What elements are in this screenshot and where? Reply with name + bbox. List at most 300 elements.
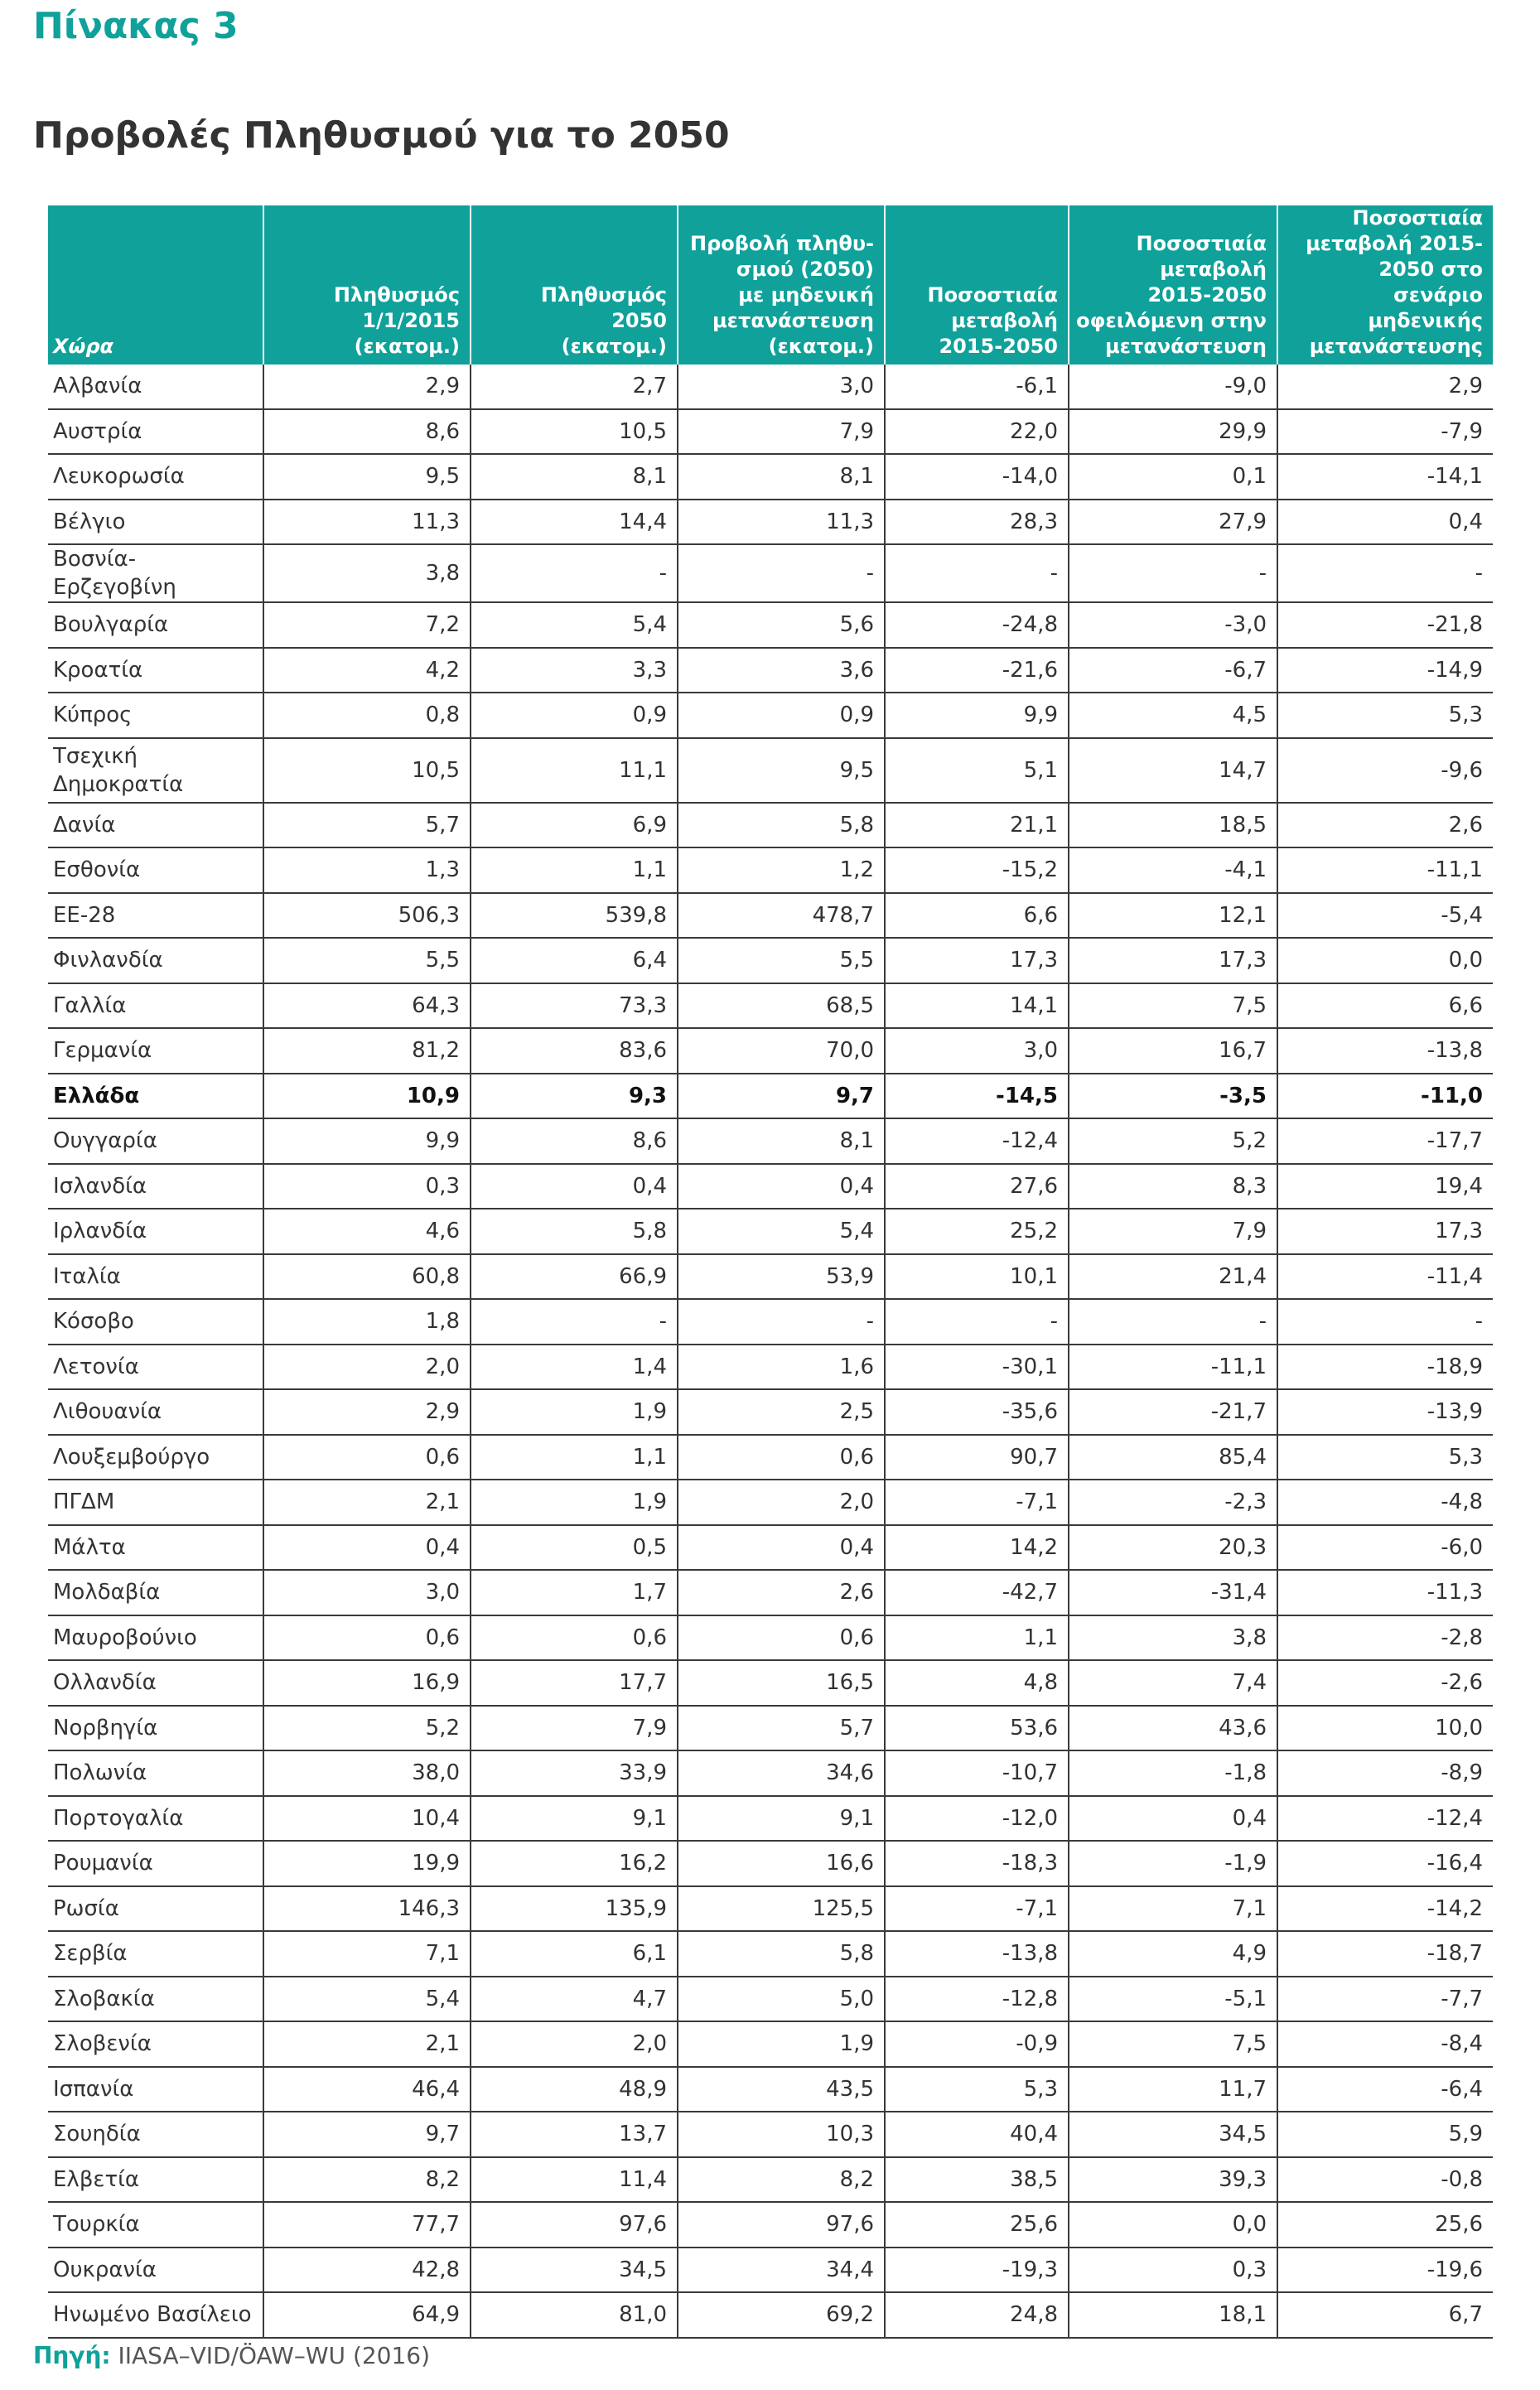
pct-change-zero-migration-cell: -11,1: [1277, 847, 1493, 893]
pct-change-migration-cell: 18,5: [1069, 803, 1277, 848]
pct-change-zero-migration-cell: -7,7: [1277, 1977, 1493, 2022]
pop-2050-cell: 1,4: [471, 1345, 678, 1390]
pct-change-zero-migration-cell: -11,4: [1277, 1254, 1493, 1300]
table-row: [48, 1118, 1493, 1164]
pct-change-cell: -35,6: [885, 1389, 1069, 1435]
pop-2050-zero-migration-cell: 34,4: [678, 2248, 885, 2293]
pop-2050-cell: 66,9: [471, 1254, 678, 1300]
pct-change-zero-migration-cell: -5,4: [1277, 893, 1493, 939]
pop-2050-zero-migration-cell: 53,9: [678, 1254, 885, 1300]
pct-change-migration-cell: -4,1: [1069, 847, 1277, 893]
pop-2050-zero-migration-cell: 69,2: [678, 2292, 885, 2338]
pop-2050-cell: 135,9: [471, 1886, 678, 1932]
pct-change-cell: -30,1: [885, 1345, 1069, 1390]
pct-change-migration-cell: 12,1: [1069, 893, 1277, 939]
pop-2015-cell: 3,8: [263, 544, 471, 602]
pop-2050-cell: 3,3: [471, 648, 678, 693]
pct-change-zero-migration-cell: 6,7: [1277, 2292, 1493, 2338]
pop-2050-zero-migration-cell: 5,0: [678, 1977, 885, 2022]
pct-change-zero-migration-cell: 10,0: [1277, 1706, 1493, 1751]
pop-2050-cell: 16,2: [471, 1841, 678, 1886]
pop-2050-zero-migration-cell: 2,0: [678, 1480, 885, 1525]
pop-2015-cell: 0,4: [263, 1525, 471, 1571]
table-body: [48, 365, 1493, 2338]
table-row: [48, 1886, 1493, 1932]
pct-change-cell: -10,7: [885, 1750, 1069, 1796]
country-cell: Μαυροβούνιο: [48, 1615, 263, 1661]
pct-change-migration-cell: 85,4: [1069, 1435, 1277, 1480]
pct-change-cell: 21,1: [885, 803, 1069, 848]
pop-2050-cell: 73,3: [471, 983, 678, 1029]
pop-2050-cell: 1,7: [471, 1570, 678, 1615]
pct-change-zero-migration-cell: -12,4: [1277, 1796, 1493, 1842]
table-row: [48, 738, 1493, 803]
pct-change-cell: -24,8: [885, 602, 1069, 648]
pct-change-cell: 4,8: [885, 1660, 1069, 1706]
pct-change-zero-migration-cell: 19,4: [1277, 1164, 1493, 1209]
column-header-pop-2015: Πληθυσμός 1/1/2015 (εκατομ.): [263, 205, 471, 365]
pct-change-cell: -: [885, 1299, 1069, 1345]
table-row: [48, 2021, 1493, 2067]
table-row: [48, 2248, 1493, 2293]
country-cell: Σερβία: [48, 1931, 263, 1977]
pop-2050-cell: -: [471, 544, 678, 602]
pct-change-cell: 6,6: [885, 893, 1069, 939]
pct-change-cell: -13,8: [885, 1931, 1069, 1977]
pop-2050-zero-migration-cell: 3,0: [678, 365, 885, 409]
column-header-pct-change: Ποσοστιαία μεταβολή 2015-2050: [885, 205, 1069, 365]
pct-change-zero-migration-cell: -9,6: [1277, 738, 1493, 803]
pct-change-migration-cell: 34,5: [1069, 2112, 1277, 2157]
pop-2015-cell: 5,5: [263, 938, 471, 983]
table-row: [48, 1299, 1493, 1345]
pop-2050-zero-migration-cell: 8,1: [678, 454, 885, 500]
country-cell: Σλοβενία: [48, 2021, 263, 2067]
pct-change-zero-migration-cell: -14,9: [1277, 648, 1493, 693]
pct-change-cell: 40,4: [885, 2112, 1069, 2157]
table-row: [48, 1615, 1493, 1661]
table-row: [48, 1028, 1493, 1074]
pop-2050-cell: 5,4: [471, 602, 678, 648]
table-row: [48, 602, 1493, 648]
pct-change-migration-cell: 4,9: [1069, 1931, 1277, 1977]
table-row: [48, 1750, 1493, 1796]
pop-2015-cell: 10,5: [263, 738, 471, 803]
pct-change-zero-migration-cell: -8,4: [1277, 2021, 1493, 2067]
table-row: [48, 1796, 1493, 1842]
pop-2050-zero-migration-cell: 0,9: [678, 693, 885, 738]
pop-2015-cell: 4,2: [263, 648, 471, 693]
column-header-pop-2050: Πληθυσμός 2050 (εκατομ.): [471, 205, 678, 365]
pop-2050-zero-migration-cell: 0,6: [678, 1615, 885, 1661]
table-row: [48, 1977, 1493, 2022]
pop-2015-cell: 64,9: [263, 2292, 471, 2338]
pct-change-cell: 14,2: [885, 1525, 1069, 1571]
pop-2015-cell: 4,6: [263, 1209, 471, 1254]
pct-change-cell: 25,2: [885, 1209, 1069, 1254]
pop-2015-cell: 5,4: [263, 1977, 471, 2022]
pct-change-cell: 53,6: [885, 1706, 1069, 1751]
pop-2015-cell: 0,3: [263, 1164, 471, 1209]
pct-change-cell: -7,1: [885, 1480, 1069, 1525]
pop-2050-cell: 539,8: [471, 893, 678, 939]
pct-change-zero-migration-cell: 25,6: [1277, 2202, 1493, 2248]
table-row: [48, 648, 1493, 693]
table-row: [48, 1209, 1493, 1254]
pop-2050-cell: -: [471, 1299, 678, 1345]
pct-change-zero-migration-cell: 2,6: [1277, 803, 1493, 848]
table-row: [48, 1435, 1493, 1480]
pop-2015-cell: 8,2: [263, 2157, 471, 2203]
pop-2050-cell: 11,4: [471, 2157, 678, 2203]
table-row: [48, 544, 1493, 602]
country-cell: Ελλάδα: [48, 1074, 263, 1119]
pop-2050-cell: 6,1: [471, 1931, 678, 1977]
pct-change-migration-cell: 7,4: [1069, 1660, 1277, 1706]
pop-2015-cell: 7,1: [263, 1931, 471, 1977]
pop-2050-cell: 81,0: [471, 2292, 678, 2338]
pct-change-migration-cell: 8,3: [1069, 1164, 1277, 1209]
pop-2050-zero-migration-cell: 43,5: [678, 2067, 885, 2112]
pct-change-zero-migration-cell: 17,3: [1277, 1209, 1493, 1254]
pop-2050-zero-migration-cell: 0,6: [678, 1435, 885, 1480]
pop-2015-cell: 2,1: [263, 1480, 471, 1525]
pct-change-zero-migration-cell: 5,3: [1277, 1435, 1493, 1480]
pct-change-cell: -12,8: [885, 1977, 1069, 2022]
pop-2050-zero-migration-cell: 5,5: [678, 938, 885, 983]
pct-change-migration-cell: -31,4: [1069, 1570, 1277, 1615]
pct-change-migration-cell: 0,4: [1069, 1796, 1277, 1842]
pop-2015-cell: 10,4: [263, 1796, 471, 1842]
country-cell: Πολωνία: [48, 1750, 263, 1796]
pct-change-zero-migration-cell: -11,0: [1277, 1074, 1493, 1119]
pop-2050-zero-migration-cell: 5,8: [678, 1931, 885, 1977]
country-cell: Βέλγιο: [48, 500, 263, 545]
pop-2050-zero-migration-cell: 8,1: [678, 1118, 885, 1164]
pct-change-zero-migration-cell: -19,6: [1277, 2248, 1493, 2293]
pop-2050-zero-migration-cell: 16,5: [678, 1660, 885, 1706]
table-row: [48, 365, 1493, 409]
country-cell: Τουρκία: [48, 2202, 263, 2248]
country-cell: Κροατία: [48, 648, 263, 693]
pop-2015-cell: 9,7: [263, 2112, 471, 2157]
country-cell: Λευκορωσία: [48, 454, 263, 500]
country-cell: Αλβανία: [48, 365, 263, 409]
table-row: [48, 1480, 1493, 1525]
pop-2015-cell: 0,8: [263, 693, 471, 738]
pct-change-zero-migration-cell: 5,9: [1277, 2112, 1493, 2157]
pop-2050-zero-migration-cell: 34,6: [678, 1750, 885, 1796]
pct-change-zero-migration-cell: -18,7: [1277, 1931, 1493, 1977]
table-row: [48, 454, 1493, 500]
pct-change-cell: -15,2: [885, 847, 1069, 893]
column-header-pct-change-migration: Ποσοστιαία μεταβολή 2015-2050 οφειλόμενη στην μετανάστευση: [1069, 205, 1277, 365]
pct-change-migration-cell: 14,7: [1069, 738, 1277, 803]
pop-2015-cell: 42,8: [263, 2248, 471, 2293]
pop-2015-cell: 8,6: [263, 409, 471, 455]
table-row: [48, 1389, 1493, 1435]
pct-change-cell: 3,0: [885, 1028, 1069, 1074]
country-cell: Βοσνία- Ερζεγοβίνη: [48, 544, 263, 602]
pct-change-cell: -21,6: [885, 648, 1069, 693]
pop-2050-zero-migration-cell: 0,4: [678, 1525, 885, 1571]
country-cell: ΠΓΔΜ: [48, 1480, 263, 1525]
pct-change-cell: 5,1: [885, 738, 1069, 803]
pop-2015-cell: 9,5: [263, 454, 471, 500]
table-row: [48, 1931, 1493, 1977]
pop-2050-cell: 1,1: [471, 1435, 678, 1480]
country-cell: Μολδαβία: [48, 1570, 263, 1615]
country-cell: Γαλλία: [48, 983, 263, 1029]
pop-2015-cell: 19,9: [263, 1841, 471, 1886]
table-row: [48, 409, 1493, 455]
pct-change-zero-migration-cell: -14,1: [1277, 454, 1493, 500]
pct-change-zero-migration-cell: -13,9: [1277, 1389, 1493, 1435]
pct-change-migration-cell: 27,9: [1069, 500, 1277, 545]
country-cell: Ουγγαρία: [48, 1118, 263, 1164]
pop-2015-cell: 2,9: [263, 1389, 471, 1435]
pop-2050-cell: 13,7: [471, 2112, 678, 2157]
pop-2015-cell: 3,0: [263, 1570, 471, 1615]
table-row: [48, 847, 1493, 893]
pop-2050-cell: 1,9: [471, 1389, 678, 1435]
pop-2015-cell: 11,3: [263, 500, 471, 545]
pop-2050-zero-migration-cell: -: [678, 1299, 885, 1345]
country-cell: Τσεχική Δημοκρατία: [48, 738, 263, 803]
column-header-country: Χώρα: [48, 205, 263, 365]
pop-2050-zero-migration-cell: 16,6: [678, 1841, 885, 1886]
pop-2015-cell: 2,1: [263, 2021, 471, 2067]
pct-change-zero-migration-cell: -7,9: [1277, 409, 1493, 455]
country-cell: Κόσοβο: [48, 1299, 263, 1345]
country-cell: Γερμανία: [48, 1028, 263, 1074]
country-cell: Λετονία: [48, 1345, 263, 1390]
pct-change-cell: 17,3: [885, 938, 1069, 983]
pop-2015-cell: 81,2: [263, 1028, 471, 1074]
pct-change-cell: 22,0: [885, 409, 1069, 455]
pct-change-zero-migration-cell: -: [1277, 1299, 1493, 1345]
country-cell: Ιρλανδία: [48, 1209, 263, 1254]
table-row: [48, 2292, 1493, 2338]
pct-change-migration-cell: 0,0: [1069, 2202, 1277, 2248]
country-cell: Ελβετία: [48, 2157, 263, 2203]
pct-change-migration-cell: 0,3: [1069, 2248, 1277, 2293]
pop-2050-zero-migration-cell: 5,7: [678, 1706, 885, 1751]
pct-change-migration-cell: 7,9: [1069, 1209, 1277, 1254]
pct-change-migration-cell: 20,3: [1069, 1525, 1277, 1571]
pct-change-migration-cell: -: [1069, 544, 1277, 602]
country-cell: Ισλανδία: [48, 1164, 263, 1209]
pct-change-cell: 24,8: [885, 2292, 1069, 2338]
pop-2050-cell: 11,1: [471, 738, 678, 803]
pop-2015-cell: 5,7: [263, 803, 471, 848]
pct-change-zero-migration-cell: 6,6: [1277, 983, 1493, 1029]
table-row: [48, 983, 1493, 1029]
country-cell: Σουηδία: [48, 2112, 263, 2157]
pop-2050-zero-migration-cell: 5,6: [678, 602, 885, 648]
pop-2050-cell: 14,4: [471, 500, 678, 545]
pct-change-cell: -12,4: [885, 1118, 1069, 1164]
country-cell: Σλοβακία: [48, 1977, 263, 2022]
pct-change-cell: 14,1: [885, 983, 1069, 1029]
country-cell: Μάλτα: [48, 1525, 263, 1571]
pop-2050-cell: 2,7: [471, 365, 678, 409]
pct-change-migration-cell: 3,8: [1069, 1615, 1277, 1661]
pct-change-migration-cell: -3,5: [1069, 1074, 1277, 1119]
pct-change-migration-cell: -5,1: [1069, 1977, 1277, 2022]
pop-2050-zero-migration-cell: 1,6: [678, 1345, 885, 1390]
pop-2015-cell: 0,6: [263, 1435, 471, 1480]
pop-2015-cell: 9,9: [263, 1118, 471, 1164]
pop-2015-cell: 5,2: [263, 1706, 471, 1751]
pop-2015-cell: 10,9: [263, 1074, 471, 1119]
pct-change-migration-cell: 21,4: [1069, 1254, 1277, 1300]
pop-2050-cell: 0,4: [471, 1164, 678, 1209]
pop-2015-cell: 77,7: [263, 2202, 471, 2248]
pct-change-cell: 9,9: [885, 693, 1069, 738]
header-row: [48, 205, 1493, 365]
table-row: [48, 500, 1493, 545]
pop-2015-cell: 2,0: [263, 1345, 471, 1390]
pct-change-zero-migration-cell: -18,9: [1277, 1345, 1493, 1390]
country-cell: Ολλανδία: [48, 1660, 263, 1706]
pct-change-cell: 27,6: [885, 1164, 1069, 1209]
pct-change-migration-cell: 16,7: [1069, 1028, 1277, 1074]
table-row: [48, 693, 1493, 738]
pop-2050-zero-migration-cell: 478,7: [678, 893, 885, 939]
pct-change-zero-migration-cell: -17,7: [1277, 1118, 1493, 1164]
table-row: [48, 893, 1493, 939]
pop-2050-zero-migration-cell: 3,6: [678, 648, 885, 693]
table-row: [48, 1164, 1493, 1209]
table-row: [48, 1074, 1493, 1119]
pct-change-migration-cell: 18,1: [1069, 2292, 1277, 2338]
pop-2015-cell: 46,4: [263, 2067, 471, 2112]
table-row: [48, 1254, 1493, 1300]
pct-change-migration-cell: 7,5: [1069, 2021, 1277, 2067]
pop-2050-cell: 8,6: [471, 1118, 678, 1164]
pop-2050-zero-migration-cell: 97,6: [678, 2202, 885, 2248]
pop-2050-cell: 0,9: [471, 693, 678, 738]
country-cell: Ιταλία: [48, 1254, 263, 1300]
table-row: [48, 803, 1493, 848]
pct-change-cell: -12,0: [885, 1796, 1069, 1842]
pop-2050-cell: 6,9: [471, 803, 678, 848]
pct-change-migration-cell: 4,5: [1069, 693, 1277, 738]
pct-change-cell: -: [885, 544, 1069, 602]
source-text: IIASA–VID/ÖAW–WU (2016): [110, 2342, 431, 2369]
pct-change-cell: 25,6: [885, 2202, 1069, 2248]
pct-change-cell: 10,1: [885, 1254, 1069, 1300]
pop-2050-zero-migration-cell: 0,4: [678, 1164, 885, 1209]
pop-2050-cell: 83,6: [471, 1028, 678, 1074]
pct-change-cell: 5,3: [885, 2067, 1069, 2112]
pct-change-migration-cell: 43,6: [1069, 1706, 1277, 1751]
pop-2050-cell: 34,5: [471, 2248, 678, 2293]
pop-2050-zero-migration-cell: 1,9: [678, 2021, 885, 2067]
country-cell: Βουλγαρία: [48, 602, 263, 648]
pct-change-migration-cell: -3,0: [1069, 602, 1277, 648]
pop-2015-cell: 64,3: [263, 983, 471, 1029]
pct-change-zero-migration-cell: -6,0: [1277, 1525, 1493, 1571]
table-row: [48, 2067, 1493, 2112]
country-cell: Εσθονία: [48, 847, 263, 893]
pct-change-migration-cell: -: [1069, 1299, 1277, 1345]
pct-change-zero-migration-cell: -2,8: [1277, 1615, 1493, 1661]
pct-change-migration-cell: -11,1: [1069, 1345, 1277, 1390]
pop-2050-zero-migration-cell: 9,7: [678, 1074, 885, 1119]
pct-change-zero-migration-cell: -14,2: [1277, 1886, 1493, 1932]
pct-change-migration-cell: -9,0: [1069, 365, 1277, 409]
pop-2015-cell: 16,9: [263, 1660, 471, 1706]
pop-2050-cell: 0,5: [471, 1525, 678, 1571]
pct-change-zero-migration-cell: 5,3: [1277, 693, 1493, 738]
table-row: [48, 2202, 1493, 2248]
pct-change-migration-cell: 0,1: [1069, 454, 1277, 500]
table-title: Προβολές Πληθυσμού για το 2050: [33, 114, 730, 157]
column-header-pct-change-zero-migration: Ποσοστιαία μεταβολή 2015- 2050 στο σενάριο μηδενικής μετανάστευσης: [1277, 205, 1493, 365]
pop-2050-cell: 17,7: [471, 1660, 678, 1706]
pop-2050-cell: 1,9: [471, 1480, 678, 1525]
pct-change-zero-migration-cell: 0,4: [1277, 500, 1493, 545]
pop-2050-cell: 5,8: [471, 1209, 678, 1254]
source-label: Πηγή:: [33, 2342, 111, 2369]
pct-change-cell: -42,7: [885, 1570, 1069, 1615]
pop-2015-cell: 1,3: [263, 847, 471, 893]
pct-change-cell: -14,0: [885, 454, 1069, 500]
pct-change-migration-cell: -1,8: [1069, 1750, 1277, 1796]
pct-change-cell: -19,3: [885, 2248, 1069, 2293]
pop-2015-cell: 506,3: [263, 893, 471, 939]
table-row: [48, 1345, 1493, 1390]
pct-change-zero-migration-cell: 0,0: [1277, 938, 1493, 983]
pop-2015-cell: 1,8: [263, 1299, 471, 1345]
country-cell: Αυστρία: [48, 409, 263, 455]
pop-2050-zero-migration-cell: 2,6: [678, 1570, 885, 1615]
pct-change-migration-cell: 7,5: [1069, 983, 1277, 1029]
country-cell: ΕΕ-28: [48, 893, 263, 939]
pop-2050-cell: 2,0: [471, 2021, 678, 2067]
pct-change-migration-cell: 39,3: [1069, 2157, 1277, 2203]
pop-2050-cell: 7,9: [471, 1706, 678, 1751]
pct-change-migration-cell: -1,9: [1069, 1841, 1277, 1886]
pop-2050-zero-migration-cell: 8,2: [678, 2157, 885, 2203]
pop-2015-cell: 38,0: [263, 1750, 471, 1796]
pct-change-migration-cell: -2,3: [1069, 1480, 1277, 1525]
country-cell: Ρωσία: [48, 1886, 263, 1932]
pct-change-zero-migration-cell: -16,4: [1277, 1841, 1493, 1886]
pop-2050-zero-migration-cell: 5,8: [678, 803, 885, 848]
pct-change-zero-migration-cell: -11,3: [1277, 1570, 1493, 1615]
pct-change-cell: -0,9: [885, 2021, 1069, 2067]
pop-2015-cell: 7,2: [263, 602, 471, 648]
country-cell: Δανία: [48, 803, 263, 848]
pop-2050-zero-migration-cell: 7,9: [678, 409, 885, 455]
pop-2050-cell: 9,3: [471, 1074, 678, 1119]
pop-2050-cell: 9,1: [471, 1796, 678, 1842]
pct-change-migration-cell: 7,1: [1069, 1886, 1277, 1932]
pop-2050-cell: 1,1: [471, 847, 678, 893]
pop-2050-zero-migration-cell: 125,5: [678, 1886, 885, 1932]
pop-2050-zero-migration-cell: 9,5: [678, 738, 885, 803]
pop-2015-cell: 2,9: [263, 365, 471, 409]
pop-2015-cell: 146,3: [263, 1886, 471, 1932]
population-projection-table: [48, 205, 1493, 2339]
table-row: [48, 938, 1493, 983]
country-cell: Ρουμανία: [48, 1841, 263, 1886]
pop-2015-cell: 60,8: [263, 1254, 471, 1300]
country-cell: Ηνωμένο Βασίλειο: [48, 2292, 263, 2338]
